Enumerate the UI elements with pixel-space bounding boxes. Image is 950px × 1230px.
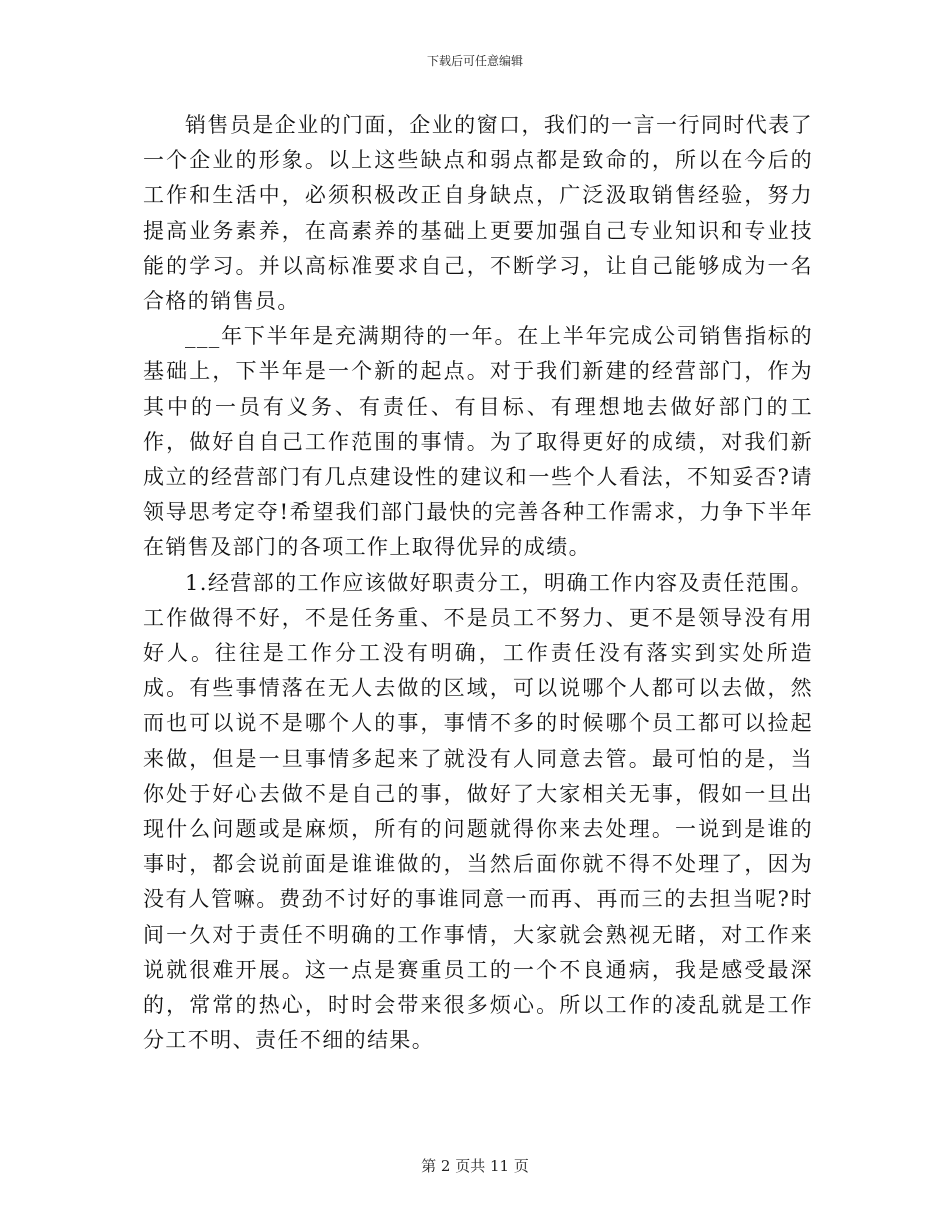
paragraph-1: 销售员是企业的门面，企业的窗口，我们的一言一行同时代表了一个企业的形象。以上这些缺点和弱点都是致命的，所以在今后的工作和生活中，必须积极改正自身缺点，广泛汲取销售经验，努力提高业务素养，在高素养的基础上更要加强自己专业知识和专业技能的学习。并以高标准要求自己，不断学习，让自己能够成为一名合格的销售员。 xyxy=(143,113,813,314)
paragraph-2: ___年下半年是充满期待的一年。在上半年完成公司销售指标的基础上，下半年是一个新的起点。对于我们新建的经营部门，作为其中的一员有义务、有责任、有目标、有理想地去做好部门的工作，做好自自己工作范围的事情。为了取得更好的成绩，对我们新成立的经营部门有几点建设性的建议和一些个人看法，不知妥否?请领导思考定夺!希望我们部门最快的完善各种工作需求，力争下半年在销售及部门的各项工作上取得优异的成绩。 xyxy=(143,324,813,560)
page-header: 下载后可任意编辑 xyxy=(426,54,523,68)
document-body xyxy=(143,108,813,1058)
paragraph-3: 1.经营部的工作应该做好职责分工，明确工作内容及责任范围。工作做得不好，不是任务重、不是员工不努力、更不是领导没有用好人。往往是工作分工没有明确，工作责任没有落实到实处所造成。有些事情落在无人去做的区域，可以说哪个人都可以去做，然而也可以说不是哪个人的事，事情不多的时候哪个员工都可以捡起来做，但是一旦事情多起来了就没有人同意去管。最可怕的是，当你处于好心去做不是自己的事，做好了大家相关无事，假如一旦出现什么问题或是麻烦，所有的问题就得你来去处理。一说到是谁的事时，都会说前面是谁谁做的，当然后面你就不得不处理了，因为没有人管嘛。费劲不讨好的事谁同意一而再、再而三的去担当呢?时间一久对于责任不明确的工作事情，大家就会熟视无睹，对工作来说就很难开展。这一点是赛重员工的一个不良通病，我是感受最深的，常常的热心，时时会带来很多烦心。所以工作的凌乱就是工作分工不明、责任不细的结果。 xyxy=(143,570,813,1053)
page-number: 第 2 页共 11 页 xyxy=(421,1157,529,1175)
